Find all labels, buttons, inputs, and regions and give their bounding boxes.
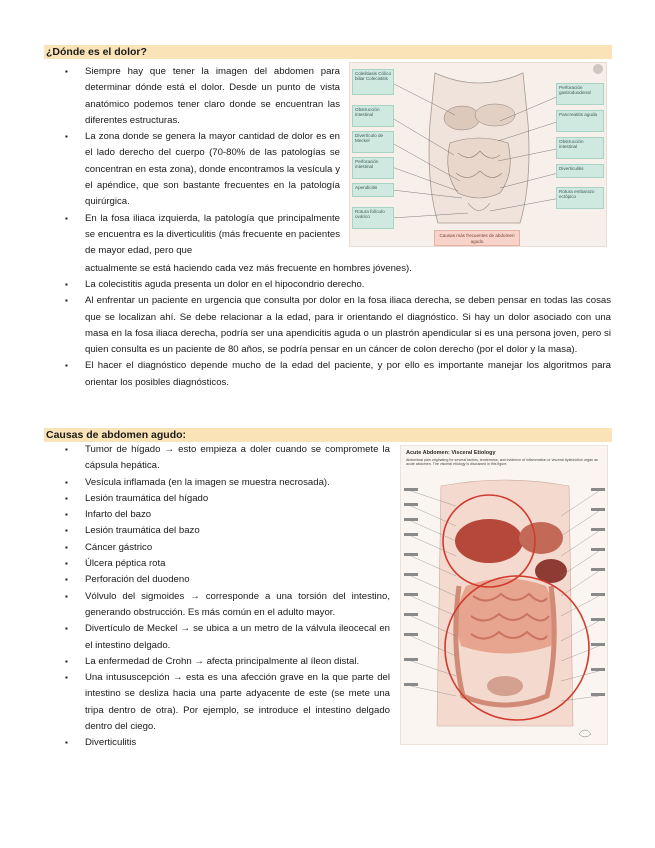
figure-title: Acute Abdomen: Visceral Etiology bbox=[406, 450, 496, 456]
section-heading-causas: Causas de abdomen agudo: bbox=[44, 428, 612, 442]
list-item: ▪ Úlcera péptica rota bbox=[85, 556, 390, 572]
label-rotura-foliculo: Rotura folículo ovárico bbox=[352, 207, 394, 229]
list-item: ▪ La colecistitis aguda presenta un dolor en el hipocondrio derecho. bbox=[85, 277, 611, 293]
list-item: ▪ Vólvulo del sigmoides → corresponde a una torsión del intestino, generando obstrucción. Es más común en el adulto mayor. bbox=[85, 589, 390, 622]
visceral-etiology-figure bbox=[400, 445, 608, 745]
abdomen-pain-location-figure bbox=[349, 62, 607, 247]
list-item: ▪ Divertículo de Meckel → se ubica a un metro de la válvula ileocecal en el intestino delgado. bbox=[85, 621, 390, 654]
list-item: ▪ Lesión traumática del hígado bbox=[85, 491, 390, 507]
list-item: ▪ La zona donde se genera la mayor cantidad de dolor es en el lado derecho del cuerpo (70-80% de las patologías se concentran en esta zona), donde encontramos la vesícula y el apéndice, que son bastante frecuentes en la patología quirúrgica. bbox=[85, 129, 340, 210]
list-item: ▪ La enfermedad de Crohn → afecta principalmente al íleon distal. bbox=[85, 654, 390, 670]
label-colelitiasis: Colelitiasis Cólico biliar Colecistitis bbox=[352, 69, 394, 95]
label-apendicitis: Apendicitis bbox=[352, 183, 394, 197]
bullet-list-causas bbox=[85, 442, 390, 752]
list-item: ▪ Siempre hay que tener la imagen del abdomen para determinar dónde está el dolor. Desde un punto de vista anatómico podemos tener claro donde se encuentran las diferentes estructuras. bbox=[85, 64, 340, 129]
figure-caption: Causas más frecuentes de abdomen agudo bbox=[434, 230, 520, 246]
list-item: ▪ Perforación del duodeno bbox=[85, 572, 390, 588]
label-obstruccion-izq: Obstrucción intestinal bbox=[352, 105, 394, 127]
list-item-continuation: actualmente se está haciendo cada vez más frecuente en hombres jóvenes). bbox=[85, 263, 412, 274]
list-item: ▪ En la fosa iliaca izquierda, la patología que principalmente se encuentra es la diverticulitis (más frecuente en pacientes de mayor edad, pero que bbox=[85, 211, 340, 260]
label-perforacion-intestinal: Perforación intestinal bbox=[352, 157, 394, 179]
list-item: ▪ Infarto del bazo bbox=[85, 507, 390, 523]
list-item: ▪ Al enfrentar un paciente en urgencia que consulta por dolor en la fosa iliaca derecha, se deben pensar en todas las cosas que se localizan ahí. Se debe relacionar a la edad, para ir orientando el diagnóstico. Si hay un dolor asociado con una masa en la fosa iliaca derecha, podría ser una apendicitis aguda o un plastrón apendicular si es una persona joven, pero si quien consulta es un paciente de 80 años, se podría pensar en un cáncer de colon derecho (por el dolor y la masa). bbox=[85, 293, 611, 358]
section-heading-donde-dolor: ¿Dónde es el dolor? bbox=[44, 45, 612, 59]
label-embarazo-ectopico: Rotura embarazo ectópico bbox=[556, 187, 604, 209]
figure-subtitle: Abdominal pain originating for several factors, tenderness, and evidence of inflammation or visceral dysfunction organ as acute abdomen. The visceral etiology is discussed in this figure. bbox=[406, 458, 598, 467]
list-item: ▪ Tumor de hígado → esto empieza a doler cuando se compromete la cápsula hepática. bbox=[85, 442, 390, 475]
anatomy-illustration-icon bbox=[401, 446, 608, 745]
list-item: ▪ El hacer el diagnóstico depende mucho de la edad del paciente, y por ello es importante manejar los algoritmos para orientar los posibles diagnósticos. bbox=[85, 358, 611, 391]
label-perforacion-gastroduodenal: Perforación gastroduodenal bbox=[556, 83, 604, 105]
list-item: ▪ Una intususcepción → esta es una afección grave en la que parte del intestino se desliza hacia una parte adyacente de este (se mete una tripa dentro de otra). Por ejemplo, se introduce el intestino delgado dentro del ciego. bbox=[85, 670, 390, 735]
label-diverticulitis: Diverticulitis bbox=[556, 164, 604, 178]
list-item: ▪ Vesícula inflamada (en la imagen se muestra necrosada). bbox=[85, 475, 390, 491]
label-obstruccion-der: Obstrucción intestinal bbox=[556, 137, 604, 159]
bullet-list-wrapped bbox=[85, 64, 340, 260]
list-item: ▪ Lesión traumática del bazo bbox=[85, 523, 390, 539]
list-item: ▪ Cáncer gástrico bbox=[85, 540, 390, 556]
label-pancreatitis: Pancreatitis aguda bbox=[556, 110, 604, 132]
list-item: ▪ Diverticulitis bbox=[85, 735, 390, 751]
label-meckel: Divertículo de Meckel bbox=[352, 131, 394, 153]
bullet-list-full bbox=[85, 277, 611, 391]
